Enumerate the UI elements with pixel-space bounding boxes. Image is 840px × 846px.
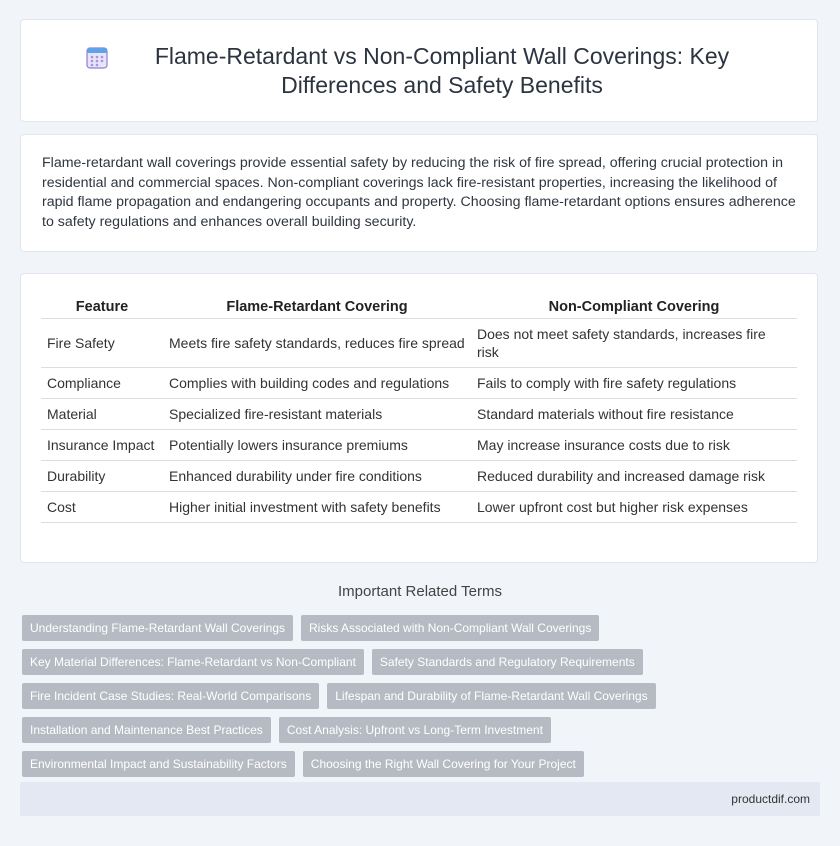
table-cell: Does not meet safety standards, increases fire risk <box>471 319 797 368</box>
table-cell: Insurance Impact <box>41 430 163 461</box>
header-card <box>20 19 818 122</box>
column-header: Feature <box>41 294 163 319</box>
table-cell: Meets fire safety standards, reduces fire spread <box>163 319 471 368</box>
table-row <box>41 368 797 399</box>
related-term-tag[interactable]: Lifespan and Durability of Flame-Retardant Wall Coverings <box>327 683 655 709</box>
table-cell: Material <box>41 399 163 430</box>
related-term-tag[interactable]: Cost Analysis: Upfront vs Long-Term Investment <box>279 717 551 743</box>
calendar-icon <box>86 45 108 69</box>
table-row <box>41 319 797 368</box>
comparison-table <box>41 294 797 523</box>
table-header-row <box>41 294 797 319</box>
related-term-tag[interactable]: Environmental Impact and Sustainability Factors <box>22 751 295 777</box>
comparison-card <box>20 273 818 563</box>
table-row <box>41 461 797 492</box>
table-cell: Fire Safety <box>41 319 163 368</box>
related-term-tag[interactable]: Safety Standards and Regulatory Requirements <box>372 649 643 675</box>
site-link[interactable]: productdif.com <box>731 792 810 806</box>
column-header: Flame-Retardant Covering <box>163 294 471 319</box>
table-cell: Lower upfront cost but higher risk expenses <box>471 492 797 523</box>
table-row <box>41 492 797 523</box>
footer <box>20 782 820 816</box>
table-cell: Enhanced durability under fire conditions <box>163 461 471 492</box>
related-term-tag[interactable]: Fire Incident Case Studies: Real-World Comparisons <box>22 683 319 709</box>
table-cell: May increase insurance costs due to risk <box>471 430 797 461</box>
intro-card <box>20 134 818 252</box>
related-term-tag[interactable]: Risks Associated with Non-Compliant Wall Coverings <box>301 615 599 641</box>
table-cell: Reduced durability and increased damage risk <box>471 461 797 492</box>
column-header: Non-Compliant Covering <box>471 294 797 319</box>
related-term-tag[interactable]: Choosing the Right Wall Covering for Your Project <box>303 751 584 777</box>
table-row <box>41 430 797 461</box>
page-title: Flame-Retardant vs Non-Compliant Wall Coverings: Key Differences and Safety Benefits <box>154 42 730 98</box>
table-cell: Fails to comply with fire safety regulations <box>471 368 797 399</box>
related-term-tag[interactable]: Key Material Differences: Flame-Retardant vs Non-Compliant <box>22 649 364 675</box>
related-term-tag[interactable]: Installation and Maintenance Best Practices <box>22 717 271 743</box>
table-cell: Standard materials without fire resistance <box>471 399 797 430</box>
table-cell: Potentially lowers insurance premiums <box>163 430 471 461</box>
table-cell: Complies with building codes and regulations <box>163 368 471 399</box>
related-terms-list <box>22 615 822 785</box>
related-term-tag[interactable]: Understanding Flame-Retardant Wall Coverings <box>22 615 293 641</box>
table-row <box>41 399 797 430</box>
table-cell: Compliance <box>41 368 163 399</box>
table-cell: Durability <box>41 461 163 492</box>
table-cell: Higher initial investment with safety benefits <box>163 492 471 523</box>
table-cell: Cost <box>41 492 163 523</box>
intro-text: Flame-retardant wall coverings provide essential safety by reducing the risk of fire spread, offering crucial protection in residential and commercial spaces. Non-compliant coverings lack fire-resistant properties, increasing the likelihood of rapid flame propagation and endangering occupants and property. Choosing flame-retardant options ensures adherence to safety regulations and enhances overall building security. <box>42 155 796 230</box>
table-cell: Specialized fire-resistant materials <box>163 399 471 430</box>
related-terms-title: Important Related Terms <box>338 583 502 600</box>
